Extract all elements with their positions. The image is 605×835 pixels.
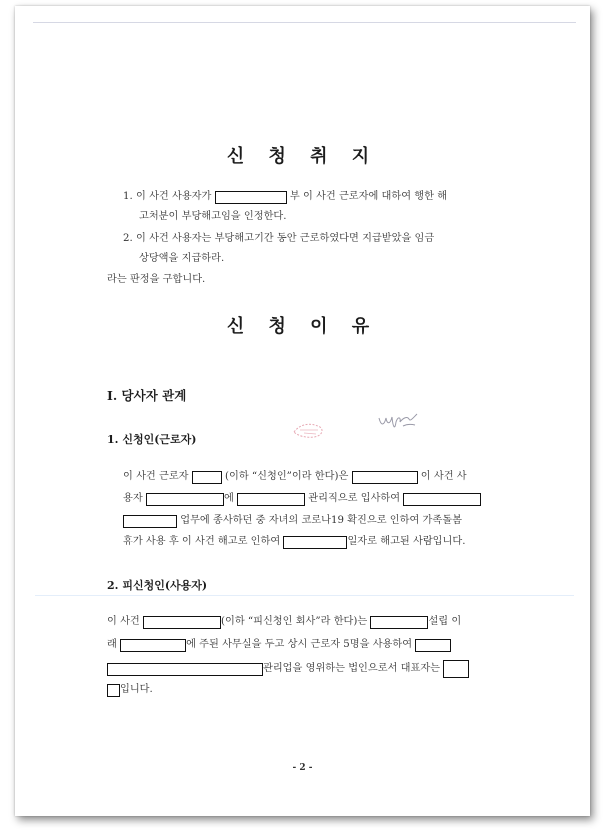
document-page [15, 6, 590, 816]
redaction-box [443, 660, 469, 678]
redaction-box [107, 663, 263, 676]
scan-line [35, 595, 574, 596]
claim-2-line-1: 2. 이 사건 사용자는 부당해고기간 동안 근로하였다면 지급받았을 임금 [123, 233, 435, 244]
claim-1-line-2: 고처분이 부당해고임을 인정한다. [139, 211, 287, 222]
redaction-box [146, 493, 224, 506]
subsection-respondent: 2. 피신청인(사용자) [107, 579, 208, 592]
signature-mark [377, 408, 425, 434]
page-number: - 2 - [292, 763, 313, 773]
redaction-box [123, 515, 177, 528]
redaction-box [237, 493, 305, 506]
applicant-line-1: 이 사건 근로자 (이하 “신청인”이라 한다)은 이 사건 사 [123, 471, 467, 482]
subsection-applicant: 1. 신청인(근로자) [107, 433, 197, 446]
top-border-line [33, 22, 576, 23]
redaction-box [403, 493, 481, 506]
redaction-box [120, 639, 186, 652]
respondent-line-4: 입니다. [107, 683, 153, 698]
heading-claims: 신 청 취 지 [226, 146, 379, 167]
respondent-line-1: 이 사건 (이하 “피신청인 회사”라 한다)는 설립 이 [107, 616, 462, 627]
redaction-box [352, 471, 418, 484]
respondent-line-2: 래 에 주된 사무실을 두고 상시 근로자 5명을 사용하여 [107, 638, 451, 653]
claims-closing: 라는 판정을 구합니다. [107, 274, 206, 285]
applicant-line-4: 휴가 사용 후 이 사건 해고로 인하여 일자로 해고된 사람입니다. [123, 536, 466, 547]
seal-stamp-mark [292, 418, 330, 442]
redaction-box [370, 616, 428, 629]
applicant-line-2: 용자 에 관리직으로 입사하여 [123, 492, 481, 507]
claim-1-line-1: 1. 이 사건 사용자가 부 이 사건 근로자에 대하여 행한 해 [123, 191, 448, 202]
applicant-line-3: 업무에 종사하던 중 자녀의 코로나19 확진으로 인하여 가족돌봄 [123, 514, 462, 529]
redaction-box [143, 616, 221, 629]
redaction-box [283, 536, 347, 549]
redaction-box [415, 639, 451, 652]
redaction-box [192, 471, 222, 484]
section-parties: Ⅰ. 당사자 관계 [107, 388, 187, 403]
heading-reasons: 신 청 이 유 [226, 316, 379, 337]
respondent-line-3: 관리업을 영위하는 법인으로서 대표자는 [107, 660, 469, 678]
redaction-box [215, 191, 287, 204]
redaction-box [107, 684, 120, 697]
claim-2-line-2: 상당액을 지급하라. [139, 253, 225, 264]
